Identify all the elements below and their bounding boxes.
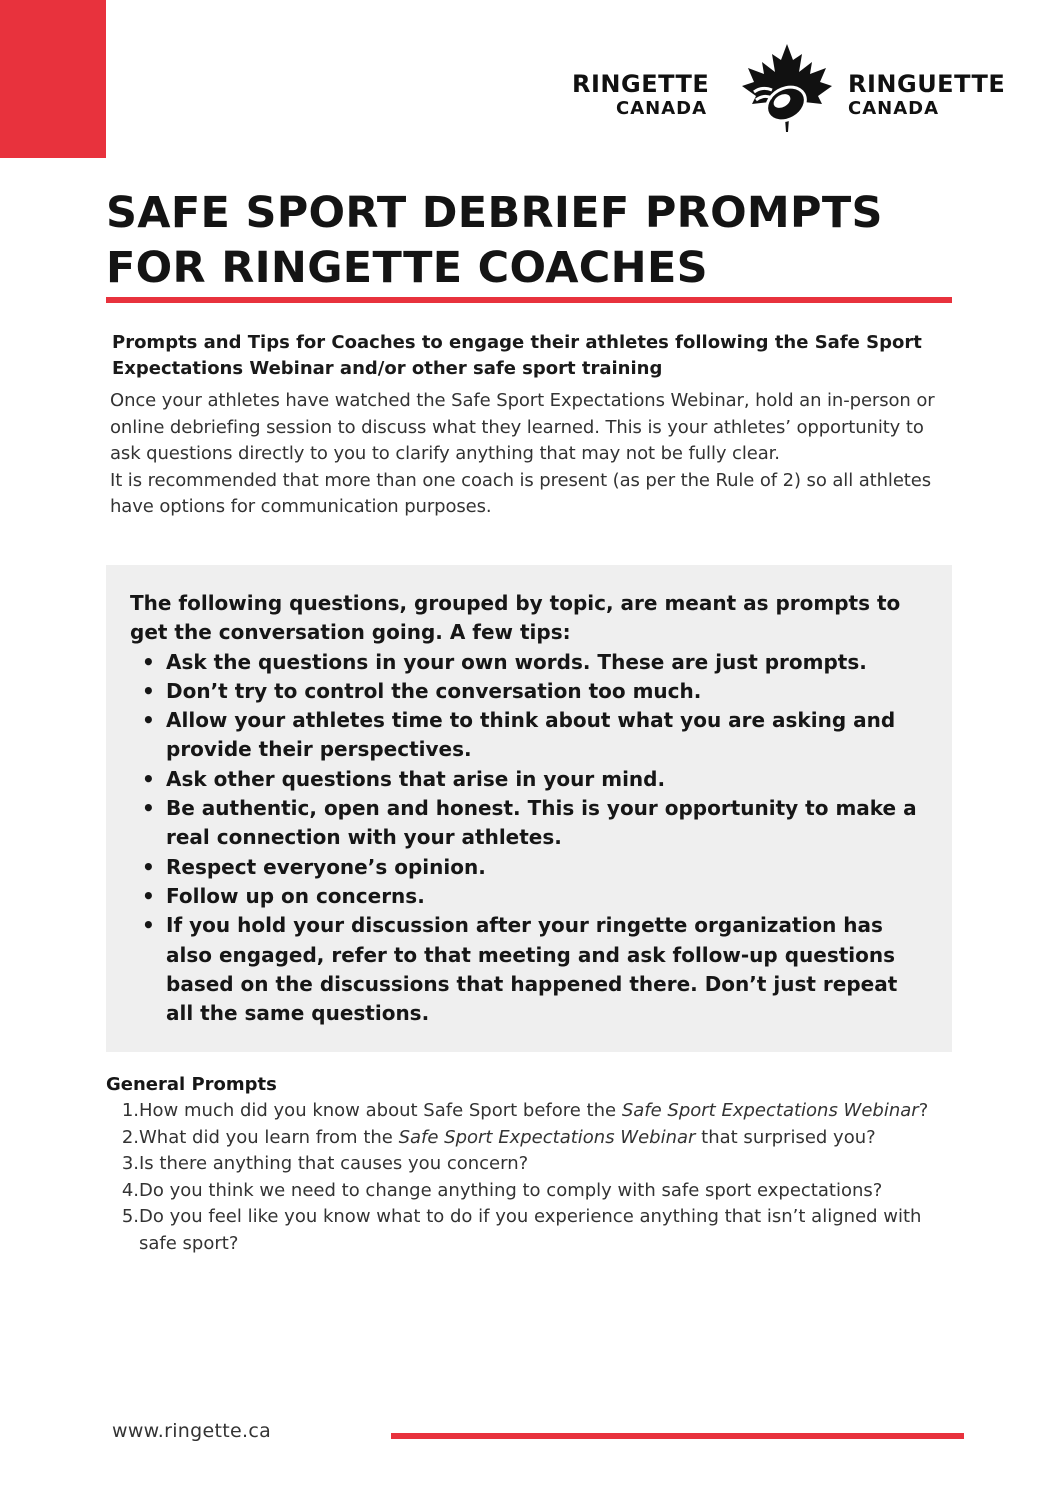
logo-right-line2: CANADA <box>848 98 940 119</box>
tip-item: • If you hold your discussion after your ringette organization has also engaged, refer to that meeting and ask follow-up questions based on the discussions that happened there. Don’t just repeat all the same questions. <box>166 911 930 1028</box>
logo-right-line1: RINGUETTE <box>848 70 1006 98</box>
tip-item: • Allow your athletes time to think about what you are asking and provide their perspectives. <box>166 706 930 765</box>
tip-item: • Ask the questions in your own words. These are just prompts. <box>166 648 930 677</box>
subtitle: Prompts and Tips for Coaches to engage their athletes following the Safe Sport Expectations Webinar and/or other safe sport training <box>112 332 922 379</box>
tip-item: • Respect everyone’s opinion. <box>166 853 930 882</box>
tip-item: • Ask other questions that arise in your mind. <box>166 765 930 794</box>
general-prompts-section <box>106 1072 956 1258</box>
prompt-item <box>121 1098 956 1125</box>
prompt-text-end: that surprised you? <box>695 1126 876 1148</box>
footer-rule <box>391 1433 964 1439</box>
prompt-number: 2. <box>121 1126 139 1148</box>
prompt-number: 3. <box>121 1153 139 1175</box>
title-underline <box>106 297 952 303</box>
ringette-canada-logo <box>570 42 1030 134</box>
prompt-text: Do you think we need to change anything to comply with safe sport expectations? <box>139 1179 883 1201</box>
intro-paragraph-2: It is recommended that more than one coach is present (as per the Rule of 2) so all athletes have options for communication purposes. <box>110 469 932 517</box>
prompt-text: How much did you know about Safe Sport before the <box>139 1100 622 1121</box>
tips-lead: The following questions, grouped by topic, are meant as prompts to get the conversation going. A few tips: <box>130 591 901 645</box>
prompt-item <box>121 1125 956 1152</box>
intro-text <box>110 388 940 521</box>
title-line-2: FOR RINGETTE COACHES <box>106 243 708 293</box>
tip-item: • Don’t try to control the conversation too much. <box>166 677 930 706</box>
general-prompts-list <box>106 1098 956 1258</box>
prompt-item <box>121 1151 956 1178</box>
tips-list <box>130 648 930 1029</box>
prompt-italic-text: Safe Sport Expectations Webinar <box>621 1100 919 1121</box>
title-line-1: SAFE SPORT DEBRIEF PROMPTS <box>106 188 883 238</box>
maple-leaf-ring-icon <box>732 42 842 134</box>
prompt-item <box>121 1178 956 1205</box>
prompt-text: Is there anything that causes you concern? <box>139 1153 529 1175</box>
prompt-text: Do you feel like you know what to do if you experience anything that isn’t aligned with safe sport? <box>139 1206 922 1254</box>
prompt-italic-text: Safe Sport Expectations Webinar <box>398 1126 696 1148</box>
tip-item: • Follow up on concerns. <box>166 882 930 911</box>
corner-accent-block <box>0 0 106 158</box>
general-prompts-heading: General Prompts <box>106 1074 277 1095</box>
tips-box <box>106 565 952 1052</box>
prompt-text-end: ? <box>918 1100 929 1121</box>
logo-left-line1: RINGETTE <box>572 70 710 98</box>
intro-paragraph-1: Once your athletes have watched the Safe Sport Expectations Webinar, hold an in-person or online debriefing session to discuss what they learned. This is your athletes’ opportunity to ask questions directly to you to clarify anything that may not be fully clear. <box>110 390 935 464</box>
prompt-number: 5. <box>121 1206 139 1228</box>
tip-item: • Be authentic, open and honest. This is your opportunity to make a real connection with your athletes. <box>166 794 930 853</box>
prompt-number: 1. <box>121 1100 139 1121</box>
page-title <box>106 186 966 296</box>
prompt-text: What did you learn from the <box>139 1126 399 1148</box>
footer-website-link[interactable]: www.ringette.ca <box>112 1420 272 1442</box>
prompt-item <box>121 1204 956 1257</box>
tips-content <box>130 589 930 1028</box>
logo-left-line2: CANADA <box>616 98 708 119</box>
prompt-number: 4. <box>121 1179 139 1201</box>
